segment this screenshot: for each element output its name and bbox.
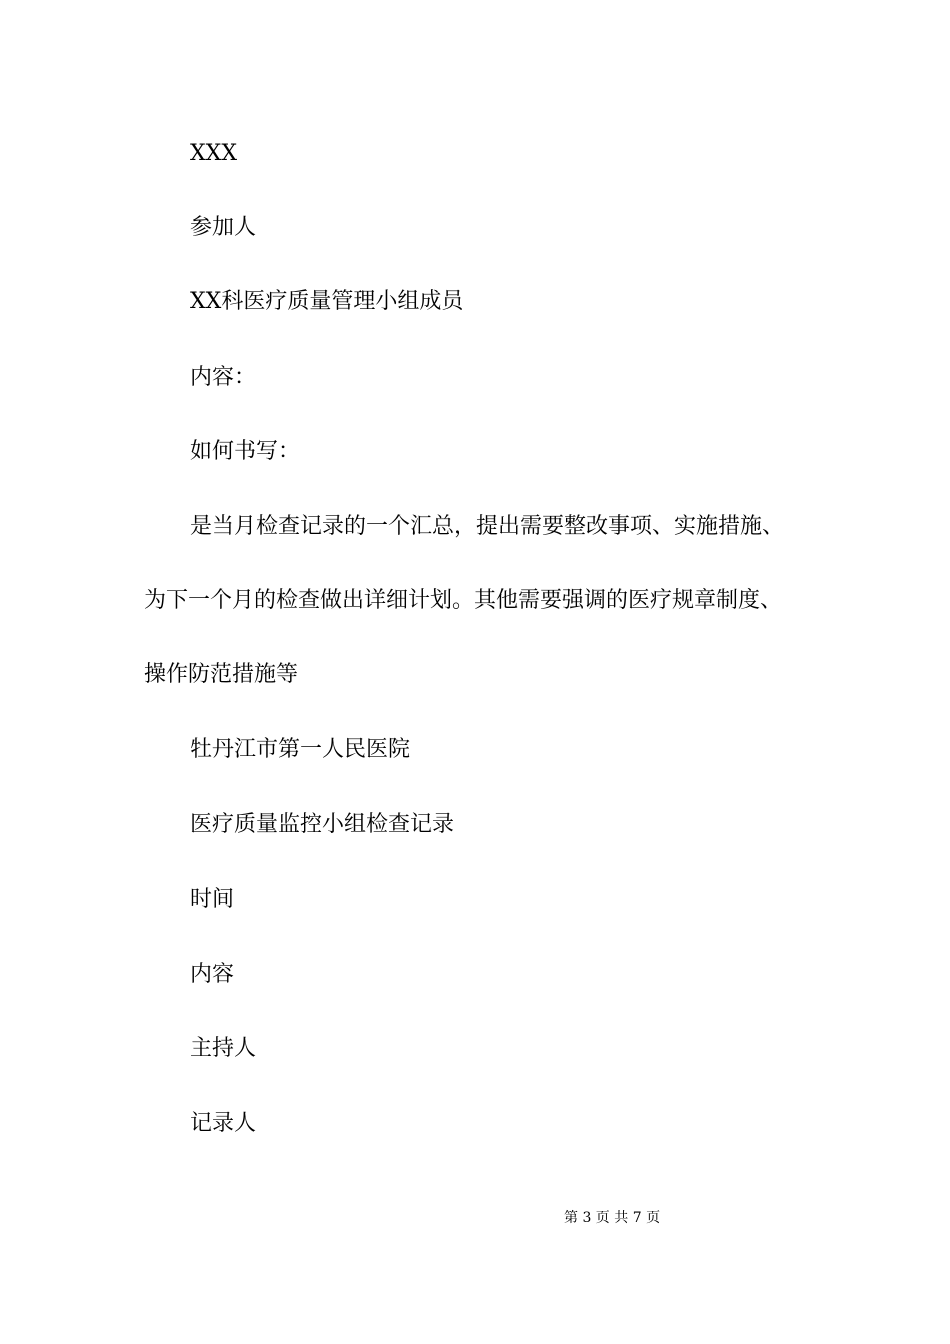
- text-line-host: 主持人: [190, 1036, 257, 1061]
- text-line-content-label: 内容：: [190, 365, 257, 390]
- paragraph-line-1: 是当月检查记录的一个汇总，提出需要整改事项、实施措施、: [190, 514, 785, 539]
- text-line-time: 时间: [190, 887, 235, 912]
- text-line-xxx: XXX: [190, 141, 237, 166]
- text-line-hospital-name: 牡丹江市第一人民医院: [190, 737, 411, 762]
- page-number-footer: 第 3 页 共 7 页: [564, 1210, 661, 1226]
- text-line-group-members: XX科医疗质量管理小组成员: [190, 289, 464, 314]
- paragraph-line-3: 操作防范措施等: [144, 662, 299, 687]
- text-line-recorder: 记录人: [190, 1111, 257, 1136]
- description-paragraph: [144, 512, 804, 690]
- text-line-how-to-write: 如何书写：: [190, 439, 301, 464]
- paragraph-line-2: 为下一个月的检查做出详细计划。其他需要强调的医疗规章制度、: [144, 588, 783, 613]
- text-line-content: 内容: [190, 962, 235, 987]
- text-line-participants: 参加人: [190, 215, 257, 240]
- text-line-record-title: 医疗质量监控小组检查记录: [190, 812, 455, 837]
